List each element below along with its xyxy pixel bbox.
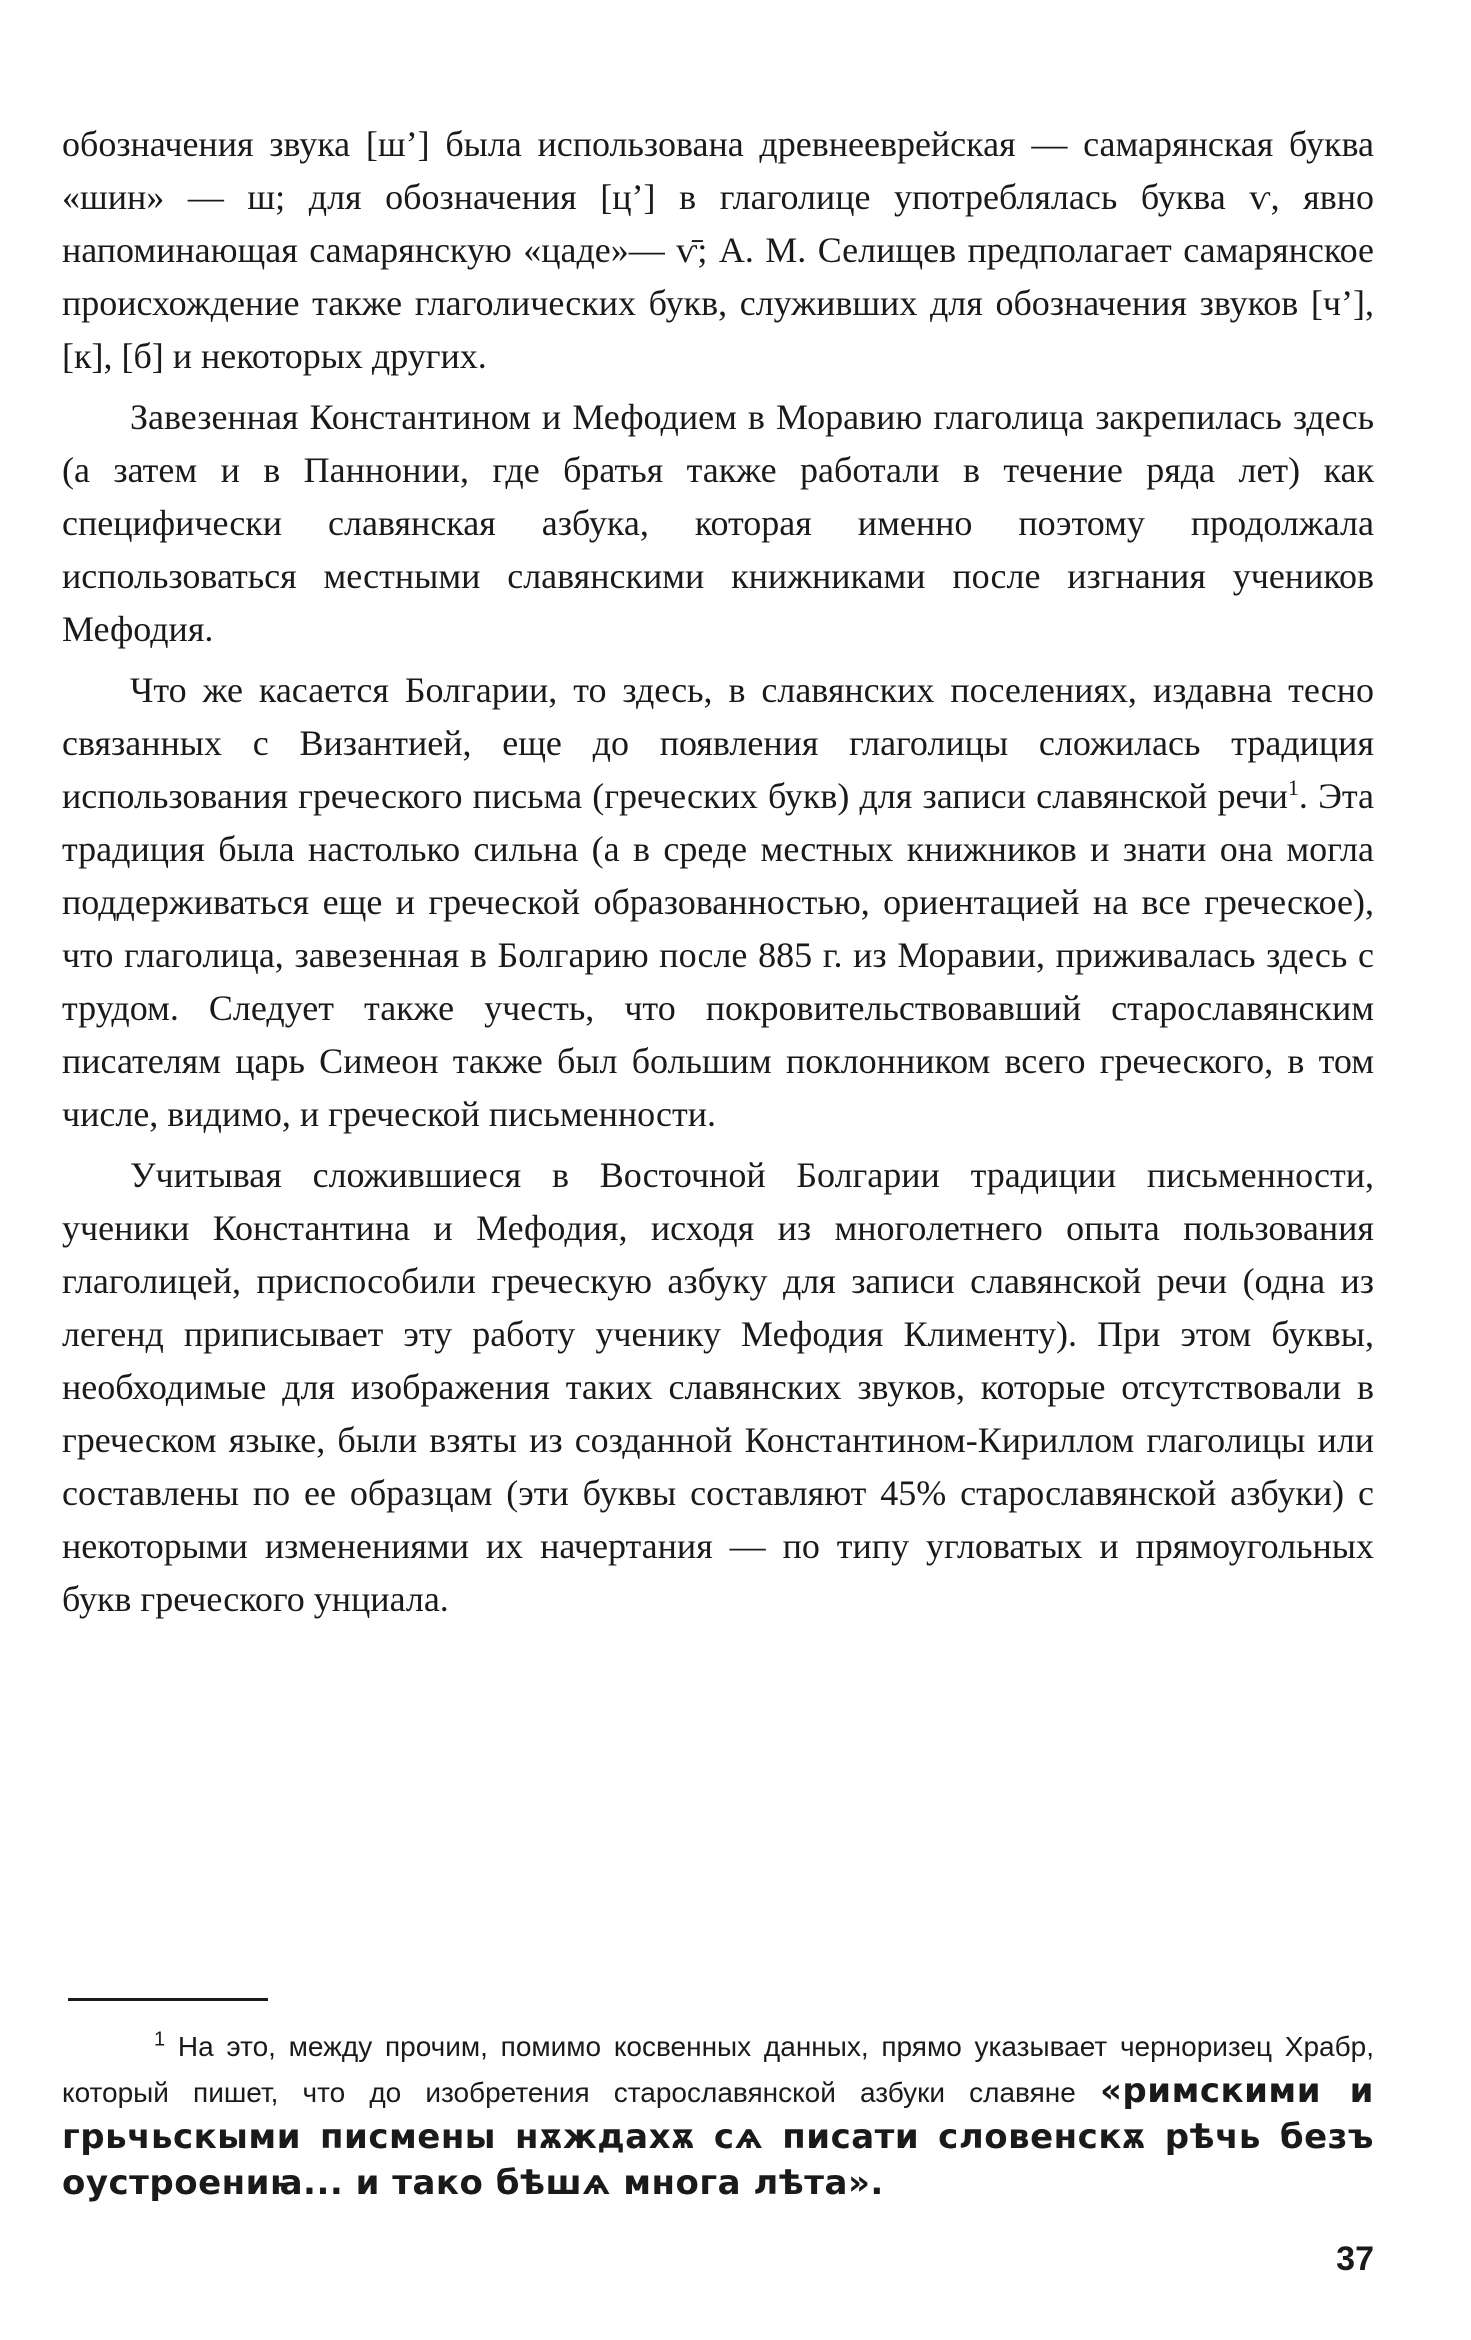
footnote-reference[interactable]: 1: [1287, 775, 1299, 800]
paragraph-1: обозначения звука [ш’] была использована древнееврейская — самарянская буква «шин» — ш; для обозначения [ц’] в глаголице употреблялась буква ѵ, явно напоминающая самарянскую «цаде»— ѵ̄; А. М. Селищев предполагает самарянское происхождение также глаголических букв, служивших для обозначения звуков [ч’], [к], [б] и некоторых других.: [62, 124, 1374, 376]
page-number: 37: [1336, 2240, 1374, 2278]
footnote-number: 1: [154, 2028, 166, 2051]
footnote-text: На это, между прочим, помимо косвенных данных, прямо указывает черноризец Храбр, который пишет, что до изобретения старославянской азбуки славяне: [62, 2031, 1374, 2108]
paragraph-4: Учитывая сложившиеся в Восточной Болгарии традиции письменности, ученики Константина и Мефодия, исходя из многолетнего опыта пользования глаголицей, приспособили греческую азбуку для записи славянской речи (одна из легенд приписывает эту работу ученику Мефодия Клименту). При этом буквы, необходимые для изображения таких славянских звуков, которые отсутствовали в греческом языке, были взяты из созданной Константином-Кириллом глаголицы или составлены по ее образцам (эти буквы составляют 45% старославянской азбуки) с некоторыми изменениями их начертания — по типу угловатых и прямоугольных букв греческого унциала.: [62, 1155, 1374, 1619]
footnote: [62, 2025, 1374, 2207]
main-text: [62, 118, 1374, 1634]
paragraph-3-text-start: Что же касается Болгарии, то здесь, в славянских поселениях, издавна тесно связанных с Византией, еще до появления глаголицы сложилась традиция использования греческого письма (греческих букв) для записи славянской речи: [62, 670, 1374, 816]
paragraph-3: [62, 664, 1374, 1141]
footnote-old-slavonic-quote: «римскими и грьчьскыми писмены нѫждахѫ сѧ писати словенскѫ рѣчь безъ оустроениꙗ... и тако бѣшѧ многа лѣта».: [62, 2071, 1375, 2203]
paragraph-2: Завезенная Константином и Мефодием в Моравию глаголица закрепилась здесь (а затем и в Паннонии, где братья также работали в течение ряда лет) как специфически славянская азбука, которая именно поэтому продолжала использоваться местными славянскими книжниками после изгнания учеников Мефодия.: [62, 397, 1374, 649]
footnote-divider: [68, 1998, 268, 2001]
paragraph-3-text-end: . Эта традиция была настолько сильна (а в среде местных книжников и знати она могла поддерживаться еще и греческой образованностью, ориентацией на все греческое), что глаголица, завезенная в Болгарию после 885 г. из Моравии, приживалась здесь с трудом. Следует также учесть, что покровительствовавший старославянским писателям царь Симеон также был большим поклонником всего греческого, в том числе, видимо, и греческой письменности.: [62, 776, 1374, 1134]
